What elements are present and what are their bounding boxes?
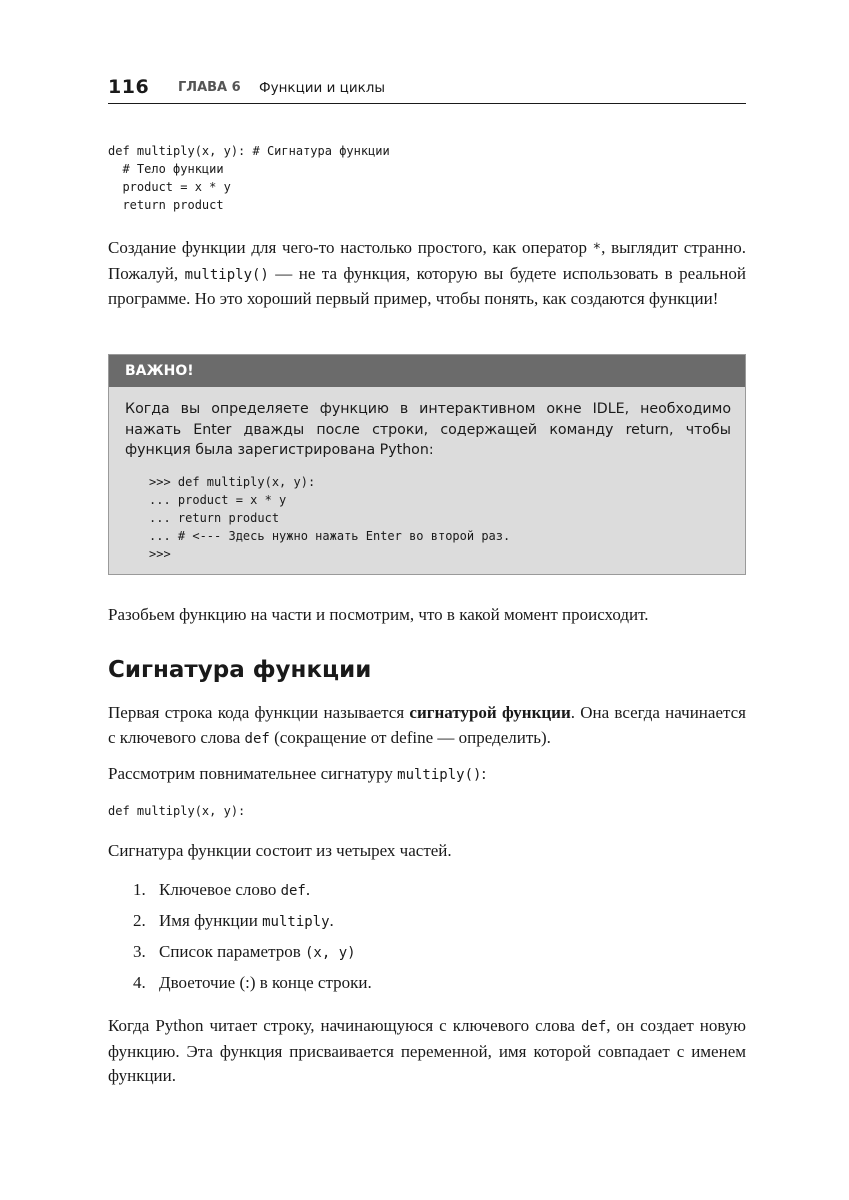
note-code-block: >>> def multiply(x, y): ... product = x * y ... return product ... # <--- Здесь нужно нажать Enter во второй раз. >>> [149,475,511,561]
chapter-label: ГЛАВА 6 [178,80,241,95]
list-item: 4. Двоеточие (:) в конце строки. [133,973,372,992]
signature-parts-list [108,878,372,1002]
important-note-box [108,354,746,575]
paragraph-breakdown: Разобьем функцию на части и посмотрим, что в какой момент происходит. [108,605,649,624]
note-text: Когда вы определяете функцию в интерактивном окне IDLE, необходимо нажать Enter дважды после строки, содержащей команду return, чтобы функция была зарегистрирована Python: [125,401,731,458]
note-title: ВАЖНО! [109,355,745,387]
chapter-title: Функции и циклы [259,80,386,96]
list-item: 3. Список параметров (x, y) [133,942,356,961]
section-title: Сигнатура функции [108,657,372,683]
running-head [108,73,746,104]
code-signature-line: def multiply(x, y): [108,804,246,818]
paragraph-def-explanation: Когда Python читает строку, начинающуюся с ключевого слова def, он создает новую функцию. Эта функция присваивается переменной, имя которой совпадает с именем функции. [108,1016,746,1085]
page-number: 116 [108,76,150,98]
paragraph-look-closer: Рассмотрим повнимательнее сигнатуру multiply(): [108,764,487,783]
paragraph-four-parts: Сигнатура функции состоит из четырех частей. [108,841,452,860]
code-block-multiply: def multiply(x, y): # Сигнатура функции # Тело функции product = x * y return product [108,144,390,212]
list-item: 1. Ключевое слово def. [133,880,311,899]
list-item: 2. Имя функции multiply. [133,911,334,930]
paragraph-signature-definition: Первая строка кода функции называется сигнатурой функции. Она всегда начинается с ключевого слова def (сокращение от define — определить). [108,703,746,747]
paragraph-intro: Создание функции для чего-то настолько простого, как оператор *, выглядит странно. Пожалуй, multiply() — не та функция, которую вы будете использовать в реальной программе. Но это хороший первый пример, чтобы понять, как создаются функции! [108,238,746,308]
